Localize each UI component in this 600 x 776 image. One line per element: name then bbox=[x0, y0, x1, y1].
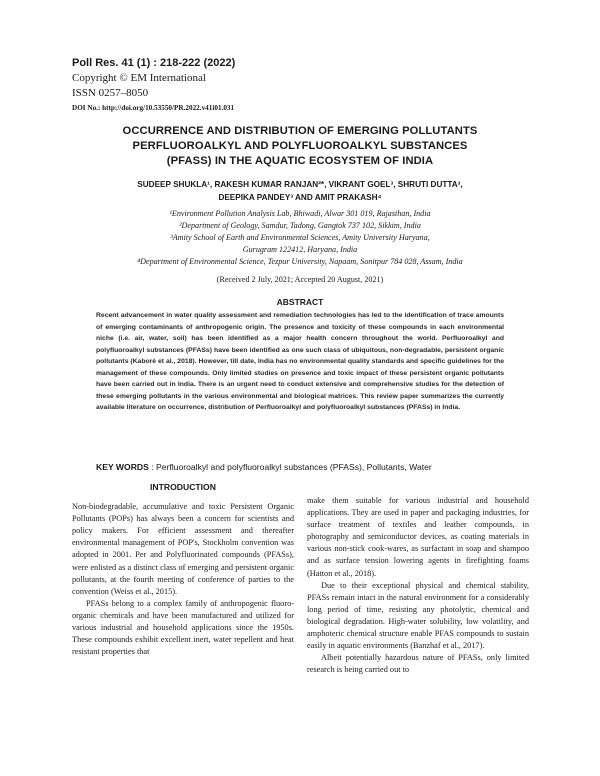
journal-meta bbox=[72, 56, 235, 113]
authors-line: SUDEEP SHUKLA¹, RAKESH KUMAR RANJAN²*, VIKRANT GOEL³, SHRUTI DUTTA³, bbox=[137, 180, 463, 189]
journal-citation: Poll Res. 41 (1) : 218-222 (2022) bbox=[72, 57, 236, 69]
abstract-text: Recent advancement in water quality assessment and remediation technologies has led to the identification of trace amounts of emerging contaminants of anthropogenic origin. The presence and toxicity of these compounds in each environmental niche (i.e. air, water, soil) has been identified as a major health concern throughout the world. Perfluoroalkyl and polyfluoroalkyl substances (PFASs) have been identified as one such class of ubiquitous, non-degradable, persistent organic pollutants (Kaboré et al., 2018). However, till date, India has no environmental quality standards and specific guidelines for the management of these compounds. Only limited studies on presence and toxic impact of these persistent organic pollutants have been carried out in India. There is an urgent need to conduct extensive and comprehensive studies for the detection of these emerging pollutants in the various environmental and biological matrices. This review paper summarizes the currently available literature on occurrence, distribution of Perfluoroalkyl and polyfluoroalkyl substances (PFASs) in India. bbox=[96, 312, 504, 411]
affiliation: ³Amity School of Earth and Environmental Sciences, Amity University Haryana, bbox=[170, 233, 430, 242]
copyright: Copyright © EM International bbox=[72, 72, 206, 84]
paragraph: Albeit potentially hazardous nature of PFASs, only limited research is being carried out to bbox=[307, 653, 529, 675]
authors-line: DEEPIKA PANDEY³ AND AMIT PRAKASH⁴ bbox=[218, 193, 382, 202]
abstract-heading: ABSTRACT bbox=[276, 297, 324, 307]
paragraph: Non-biodegradable, accumulative and toxic Persistent Organic Pollutants (POPs) has always been a concern for scientists and policy makers. For efficient assessment and thereafter environmental management of POP's, Stockholm convention was adopted in 2001. Per and Polyfluorinated compounds (PFASs), were enlisted as a distinct class of emerging and persistent organic pollutants, at the fourth meeting of conference of parties to the convention (Weiss et al., 2015). bbox=[72, 502, 294, 596]
keywords-label: KEY WORDS bbox=[96, 462, 149, 472]
paragraph: Due to their exceptional physical and chemical stability, PFASs remain intact in the natural environment for a considerably long period of time, resisting any photolytic, chemical and biological degradation. High-water solubility, low volatility, and amphoteric chemical structure enable PFAS compounds to sustain easily in aquatic environments (Banzhaf et al., 2017). bbox=[307, 580, 529, 651]
keywords bbox=[96, 462, 536, 472]
author-list bbox=[60, 178, 540, 204]
affiliation: Gurugram 122412, Haryana, India bbox=[242, 245, 358, 254]
affiliation: ⁴Department of Environmental Science, Tezpur University, Napaam, Sonitpur 784 028, Assam, India bbox=[137, 257, 463, 266]
affiliations bbox=[60, 208, 540, 268]
doi: DOI No.: http://doi.org/10.53550/PR.2022.v41i01.031 bbox=[72, 104, 235, 112]
keywords-text: : Perfluoroalkyl and polyfluoroalkyl substances (PFASs), Pollutants, Water bbox=[148, 462, 432, 472]
paragraph: make them suitable for various industrial and household applications. They are used in paper and packaging industries, for surface treatment of textiles and leather compounds, in photography and semiconductor devices, as coating materials in various non-stick cook-wares, as surfactant in soap and shampoo and as surface tension lowering agents in firefighting foams (Hatton et al., 2018). bbox=[307, 496, 529, 578]
title-line: (PFASS) IN THE AQUATIC ECOSYSTEM OF INDIA bbox=[166, 155, 434, 167]
left-column bbox=[72, 481, 294, 658]
section-heading-introduction: INTRODUCTION bbox=[150, 482, 216, 492]
affiliation: ²Department of Geology, Samdur, Tadong, Gangtok 737 102, Sikkim, India bbox=[179, 221, 421, 230]
right-column bbox=[307, 495, 529, 676]
issn: ISSN 0257–8050 bbox=[72, 87, 149, 99]
paragraph: PFASs belong to a complex family of anthropogenic fluoro-organic chemicals and have been manufactured and utilized for various industrial and household applications since the 1950s. These compounds exhibit excellent inert, water repellent and heat resistant properties that bbox=[72, 598, 294, 657]
title-line: PERFLUOROALKYL AND POLYFLUOROALKYL SUBSTANCES bbox=[132, 140, 468, 152]
affiliation: ¹Environment Pollution Analysis Lab, Bhiwadi, Alwar 301 019, Rajasthan, India bbox=[169, 209, 431, 218]
paper-title bbox=[60, 124, 540, 169]
received-dates: (Received 2 July, 2021; Accepted 20 August, 2021) bbox=[216, 275, 384, 284]
title-line: OCCURRENCE AND DISTRIBUTION OF EMERGING POLLUTANTS bbox=[122, 125, 478, 137]
